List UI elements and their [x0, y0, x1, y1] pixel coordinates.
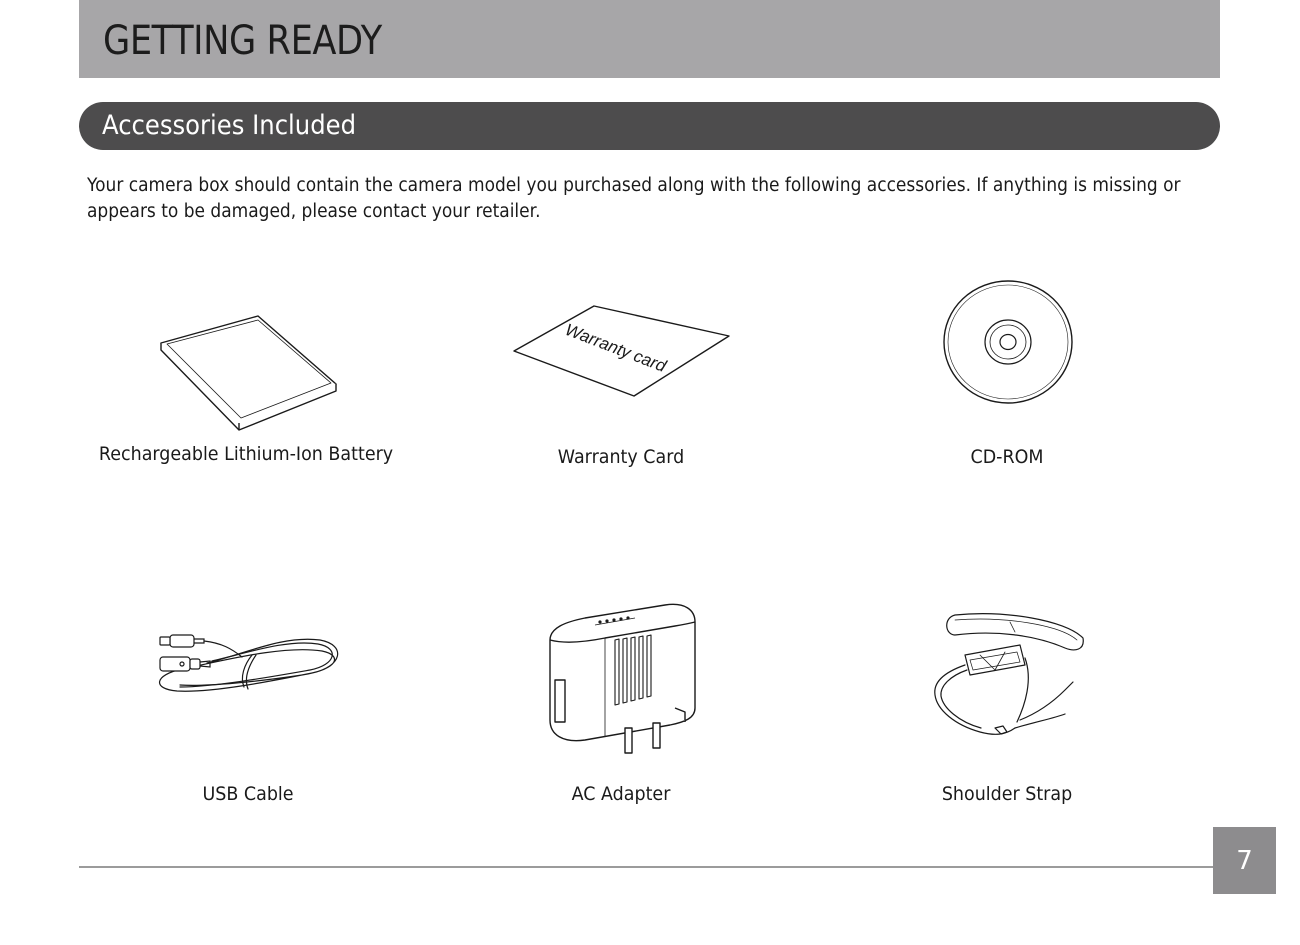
caption-ac-adapter: AC Adapter [571, 783, 671, 805]
footer-divider [79, 866, 1213, 868]
battery-icon [155, 312, 340, 427]
page-title: GETTING READY [103, 18, 382, 64]
cd-rom-icon [940, 278, 1075, 406]
header-bar [79, 0, 1220, 78]
caption-battery: Rechargeable Lithium-Ion Battery [98, 443, 394, 465]
caption-warranty-card: Warranty Card [557, 446, 685, 468]
caption-usb-cable: USB Cable [202, 783, 294, 805]
usb-cable-icon [152, 625, 342, 705]
ac-adapter-icon [545, 600, 700, 760]
shoulder-strap-icon [925, 610, 1085, 750]
section-title: Accessories Included [102, 110, 357, 141]
section-bar [79, 102, 1220, 150]
caption-cd-rom: CD-ROM [970, 446, 1044, 468]
page-number: 7 [1213, 827, 1276, 894]
caption-shoulder-strap: Shoulder Strap [941, 783, 1073, 805]
warranty-card-icon [512, 304, 732, 399]
warranty-card-text: Warranty card [562, 319, 669, 376]
intro-paragraph: Your camera box should contain the camera model you purchased along with the following accessories. If anything is missing or appears to be damaged, please contact your retailer. [87, 175, 1181, 222]
